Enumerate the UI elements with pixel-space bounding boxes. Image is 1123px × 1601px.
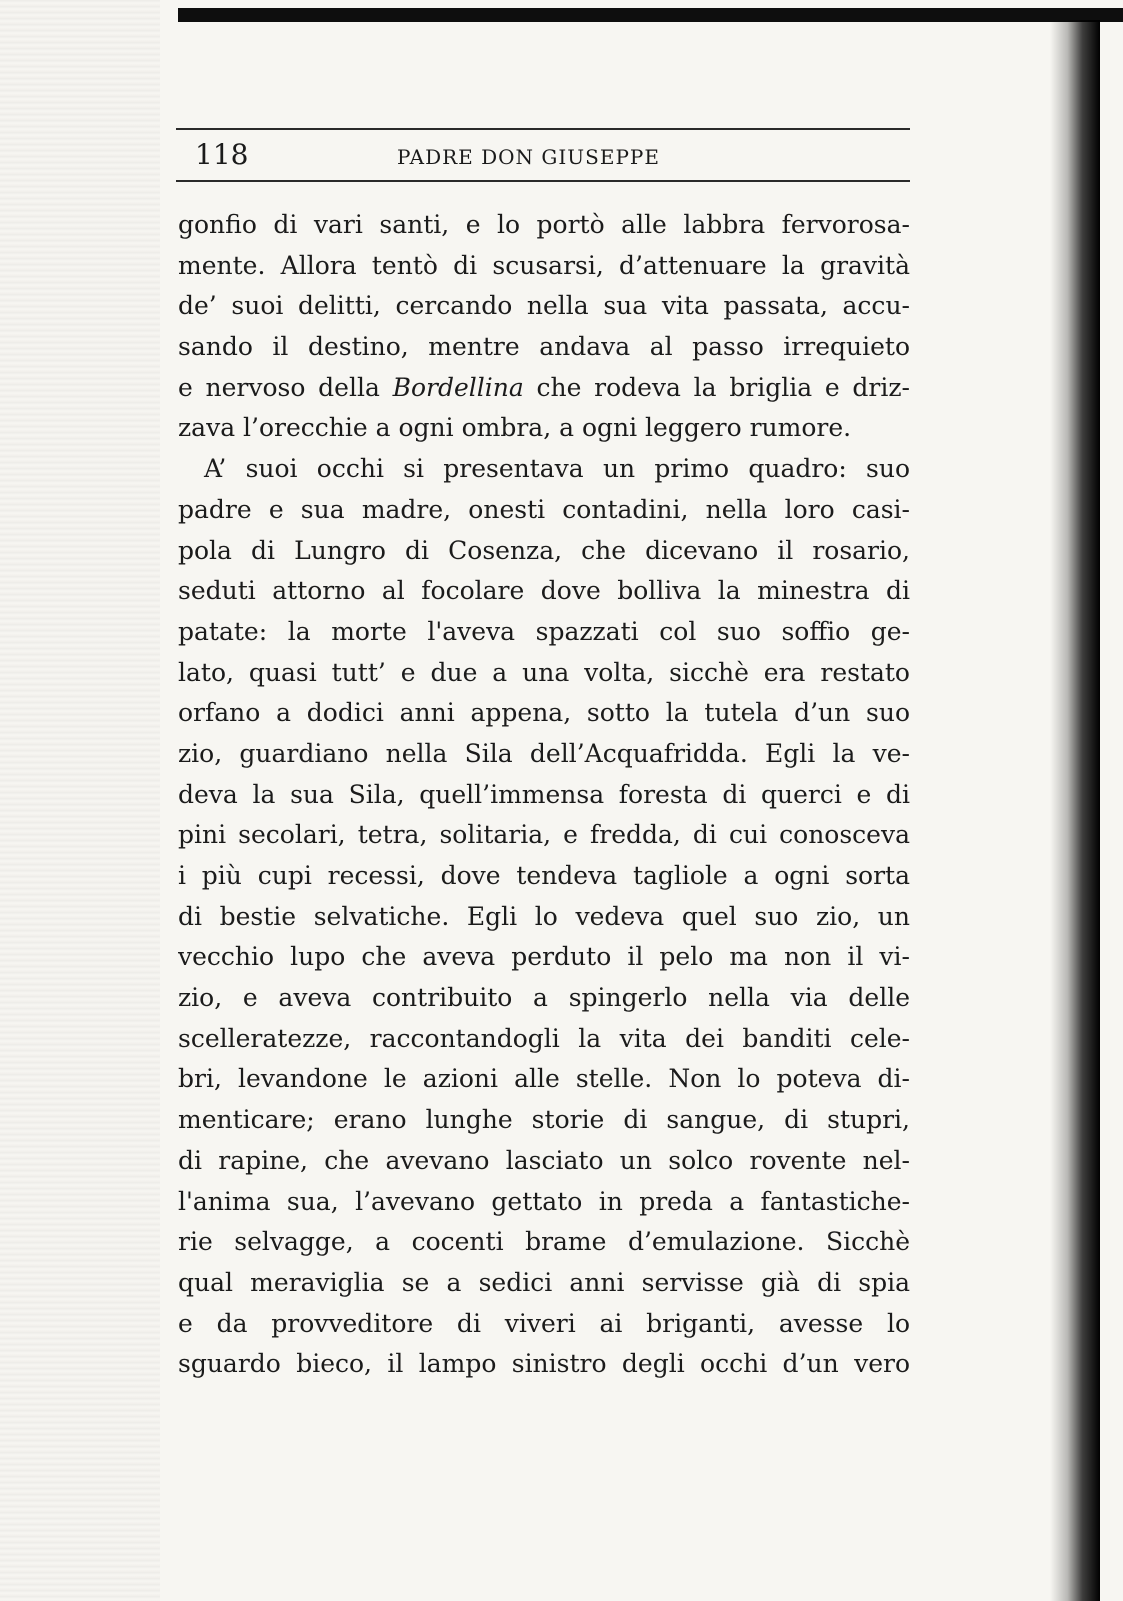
- text-line: gonfio di vari santi, e lo portò alle labbra fervorosa-: [178, 210, 910, 239]
- header-rule-bottom: [176, 180, 910, 182]
- text-line: rie selvagge, a cocenti brame d’emulazione. Sicchè: [178, 1227, 910, 1257]
- text-line: pola di Lungro di Cosenza, che dicevano il rosario,: [178, 535, 910, 565]
- text-fragment: e nervoso della: [178, 372, 393, 402]
- text-line: zio, e aveva contribuito a spingerlo nella via delle: [178, 983, 910, 1013]
- page-number: 118: [195, 138, 249, 171]
- text-line: orfano a dodici anni appena, sotto la tutela d’un suo: [178, 698, 910, 728]
- scan-noise-left-margin: [0, 0, 160, 1601]
- text-line: l'anima sua, l’avevano gettato in preda a fantastiche-: [178, 1186, 910, 1216]
- body-text: [178, 205, 910, 1385]
- text-line: de’ suoi delitti, cercando nella sua vita passata, accu-: [178, 291, 910, 321]
- text-line: bri, levandone le azioni alle stelle. Non lo poteva di-: [178, 1064, 910, 1094]
- paragraph-start-line: A’ suoi occhi si presentava un primo quadro: suo: [204, 454, 910, 484]
- italic-title: Bordellina: [392, 372, 524, 402]
- scan-top-shadow-bar: [178, 8, 1123, 22]
- text-line: i più cupi recessi, dove tendeva tagliole a ogni sorta: [178, 861, 910, 890]
- text-line: deva la sua Sila, quell’immensa foresta di querci e di: [178, 779, 910, 809]
- text-line: sguardo bieco, il lampo sinistro degli occhi d’un vero: [178, 1349, 910, 1379]
- text-line: lato, quasi tutt’ e due a una volta, sicchè era restato: [178, 657, 910, 687]
- text-fragment: che rodeva la briglia e driz-: [523, 372, 910, 402]
- text-line: zio, guardiano nella Sila dell’Acquafridda. Egli la ve-: [178, 738, 910, 768]
- text-line: seduti attorno al focolare dove bolliva la minestra di: [178, 576, 910, 606]
- text-line: e da provveditore di viveri ai briganti, avesse lo: [178, 1308, 910, 1338]
- text-line: menticare; erano lunghe storie di sangue, di stupri,: [178, 1105, 910, 1135]
- running-title: PADRE DON GIUSEPPE: [397, 145, 660, 169]
- text-line: pini secolari, tetra, solitaria, e fredda, di cui conosceva: [178, 820, 910, 850]
- text-line: patate: la morte l'aveva spazzati col suo soffio ge-: [178, 616, 910, 646]
- text-line: sando il destino, mentre andava al passo irrequieto: [178, 332, 910, 362]
- text-line: qual meraviglia se a sedici anni servisse già di spia: [178, 1267, 910, 1297]
- text-line: [178, 368, 910, 409]
- text-line: di bestie selvatiche. Egli lo vedeva quel suo zio, un: [178, 901, 910, 931]
- scan-binding-shadow: [1050, 20, 1100, 1601]
- text-line: mente. Allora tentò di scusarsi, d’attenuare la gravità: [178, 250, 910, 280]
- paragraph-end-line: zava l’orecchie a ogni ombra, a ogni leggero rumore.: [178, 413, 852, 443]
- text-line: padre e sua madre, onesti contadini, nella loro casi-: [178, 494, 910, 524]
- header-rule-top: [176, 128, 910, 130]
- text-line: di rapine, che avevano lasciato un solco rovente nel-: [178, 1145, 910, 1175]
- text-line: vecchio lupo che aveva perduto il pelo ma non il vi-: [178, 942, 910, 972]
- text-line: scelleratezze, raccontandogli la vita dei banditi cele-: [178, 1023, 910, 1053]
